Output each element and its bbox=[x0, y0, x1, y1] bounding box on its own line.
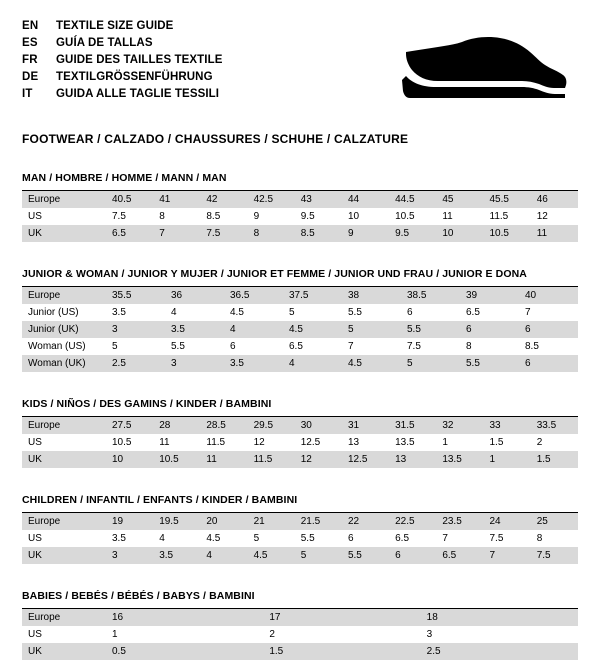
size-cell: 13.5 bbox=[395, 437, 415, 448]
size-cell: 7.5 bbox=[531, 547, 578, 564]
size-cell: 6 bbox=[519, 355, 578, 372]
size-group-title: BABIES / BEBÉS / BÉBÉS / BABYS / BAMBINI bbox=[22, 590, 578, 609]
size-cell: 3.5 bbox=[112, 307, 126, 318]
table-row bbox=[22, 191, 578, 208]
table-row bbox=[22, 643, 578, 660]
size-cell: 21.5 bbox=[295, 513, 342, 530]
size-cell: 19.5 bbox=[153, 513, 200, 530]
size-cell: 38 bbox=[342, 287, 401, 304]
size-cell: 5 bbox=[253, 533, 260, 544]
language-row-fr bbox=[22, 52, 223, 69]
size-cell: 9.5 bbox=[300, 211, 315, 222]
size-cell: 36.5 bbox=[224, 287, 283, 304]
row-label: US bbox=[28, 437, 42, 448]
size-table bbox=[22, 513, 578, 564]
row-label: UK bbox=[22, 643, 106, 660]
size-cell: 4 bbox=[200, 547, 247, 564]
row-label: UK bbox=[22, 225, 106, 242]
size-cell: 7 bbox=[484, 547, 531, 564]
size-cell: 7 bbox=[525, 307, 531, 318]
size-cell: 44.5 bbox=[389, 191, 436, 208]
size-cell: 3.5 bbox=[153, 547, 200, 564]
size-cell: 4.5 bbox=[248, 547, 295, 564]
language-code-en: EN bbox=[22, 20, 39, 32]
row-label: Woman (US) bbox=[28, 341, 86, 352]
size-cell: 6.5 bbox=[395, 533, 410, 544]
size-cell: 24 bbox=[484, 513, 531, 530]
row-label: Junior (UK) bbox=[22, 321, 106, 338]
size-cell: 3.5 bbox=[165, 321, 224, 338]
size-cell: 31.5 bbox=[389, 417, 436, 434]
size-tables-container bbox=[22, 172, 578, 660]
size-cell: 7 bbox=[153, 225, 200, 242]
size-cell: 5.5 bbox=[401, 321, 460, 338]
table-row bbox=[22, 287, 578, 304]
table-row bbox=[22, 355, 578, 372]
size-cell: 13.5 bbox=[436, 451, 483, 468]
size-cell: 10 bbox=[436, 225, 483, 242]
size-cell: 3 bbox=[106, 547, 153, 564]
table-row bbox=[22, 451, 578, 468]
size-group-title: CHILDREN / INFANTIL / ENFANTS / KINDER / BAMBINI bbox=[22, 494, 578, 513]
size-cell: 10.5 bbox=[153, 451, 200, 468]
size-cell: 8 bbox=[536, 533, 543, 544]
language-code-de: DE bbox=[22, 71, 39, 83]
size-cell: 7.5 bbox=[112, 211, 126, 222]
size-cell: 2.5 bbox=[106, 355, 165, 372]
size-cell: 12.5 bbox=[342, 451, 389, 468]
size-cell: 6 bbox=[230, 341, 236, 352]
size-group-title: JUNIOR & WOMAN / JUNIOR Y MUJER / JUNIOR ET FEMME / JUNIOR UND FRAU / JUNIOR E DONA bbox=[22, 268, 578, 287]
size-cell: 8 bbox=[248, 225, 295, 242]
size-cell: 12.5 bbox=[300, 437, 321, 448]
size-cell: 11 bbox=[159, 437, 170, 448]
size-cell: 40.5 bbox=[106, 191, 153, 208]
row-label: UK bbox=[22, 451, 106, 468]
size-cell: 12 bbox=[295, 451, 342, 468]
size-cell: 4 bbox=[283, 355, 342, 372]
table-row bbox=[22, 321, 578, 338]
size-cell: 41 bbox=[153, 191, 200, 208]
size-cell: 4 bbox=[159, 533, 165, 544]
size-cell: 11.5 bbox=[206, 437, 226, 448]
size-cell: 27.5 bbox=[106, 417, 153, 434]
size-cell: 21 bbox=[248, 513, 295, 530]
row-label: US bbox=[28, 533, 42, 544]
size-cell: 5.5 bbox=[300, 533, 315, 544]
table-row bbox=[22, 626, 578, 643]
size-cell: 31 bbox=[342, 417, 389, 434]
size-cell: 33.5 bbox=[531, 417, 578, 434]
row-label: Europe bbox=[22, 191, 106, 208]
size-cell: 4 bbox=[171, 307, 177, 318]
size-cell: 5.5 bbox=[460, 355, 519, 372]
size-cell: 3 bbox=[165, 355, 224, 372]
size-cell: 7.5 bbox=[489, 533, 504, 544]
size-cell: 20 bbox=[200, 513, 247, 530]
size-cell: 9.5 bbox=[389, 225, 436, 242]
size-cell: 5.5 bbox=[171, 341, 185, 352]
size-cell: 11.5 bbox=[489, 211, 509, 222]
size-cell: 8.5 bbox=[295, 225, 342, 242]
table-row bbox=[22, 609, 578, 626]
size-cell: 8.5 bbox=[525, 341, 539, 352]
row-label: Europe bbox=[22, 417, 106, 434]
language-text-it: GUIDA ALLE TAGLIE TESSILI bbox=[56, 88, 220, 100]
table-row bbox=[22, 434, 578, 451]
size-table bbox=[22, 287, 578, 372]
size-cell: 9 bbox=[253, 211, 260, 222]
size-cell: 10 bbox=[106, 451, 153, 468]
size-cell: 39 bbox=[460, 287, 519, 304]
size-cell: 4.5 bbox=[342, 355, 401, 372]
size-cell: 6.5 bbox=[106, 225, 153, 242]
size-cell: 3.5 bbox=[112, 533, 126, 544]
size-cell: 4.5 bbox=[206, 533, 221, 544]
size-cell: 2.5 bbox=[421, 643, 578, 660]
size-cell: 13 bbox=[389, 451, 436, 468]
size-cell: 7 bbox=[442, 533, 448, 544]
language-row-es bbox=[22, 35, 223, 52]
size-cell: 6.5 bbox=[436, 547, 483, 564]
language-code-it: IT bbox=[22, 88, 33, 100]
size-cell: 3 bbox=[106, 321, 165, 338]
size-cell: 6.5 bbox=[289, 341, 303, 352]
language-text-es: GUÍA DE TALLAS bbox=[56, 37, 153, 49]
page-header bbox=[22, 18, 578, 116]
size-cell: 3.5 bbox=[224, 355, 283, 372]
dress-shoe-icon bbox=[378, 28, 568, 116]
size-table bbox=[22, 417, 578, 468]
size-cell: 5.5 bbox=[348, 307, 362, 318]
size-cell: 7 bbox=[348, 341, 354, 352]
size-group bbox=[22, 398, 578, 468]
size-cell: 9 bbox=[342, 225, 389, 242]
size-cell: 10.5 bbox=[112, 437, 132, 448]
row-label: Europe bbox=[22, 609, 106, 626]
size-table bbox=[22, 191, 578, 242]
size-group bbox=[22, 590, 578, 660]
size-cell: 2 bbox=[536, 437, 543, 448]
size-cell: 40 bbox=[519, 287, 578, 304]
size-cell: 44 bbox=[342, 191, 389, 208]
size-cell: 18 bbox=[421, 609, 578, 626]
size-cell: 6.5 bbox=[466, 307, 480, 318]
table-row bbox=[22, 208, 578, 225]
size-cell: 5 bbox=[401, 355, 460, 372]
size-table bbox=[22, 609, 578, 660]
size-cell: 8.5 bbox=[206, 211, 221, 222]
size-cell: 4.5 bbox=[283, 321, 342, 338]
size-cell: 1 bbox=[442, 437, 448, 448]
size-cell: 5 bbox=[342, 321, 401, 338]
size-cell: 10 bbox=[347, 211, 360, 222]
size-cell: 5 bbox=[112, 341, 118, 352]
size-cell: 6 bbox=[347, 533, 354, 544]
table-row bbox=[22, 304, 578, 321]
table-row bbox=[22, 338, 578, 355]
language-row-de bbox=[22, 69, 223, 86]
size-cell: 35.5 bbox=[106, 287, 165, 304]
size-cell: 45 bbox=[436, 191, 483, 208]
size-cell: 7.5 bbox=[200, 225, 247, 242]
size-cell: 6 bbox=[407, 307, 413, 318]
size-cell: 33 bbox=[484, 417, 531, 434]
size-cell: 42 bbox=[200, 191, 247, 208]
size-cell: 36 bbox=[165, 287, 224, 304]
size-cell: 1.5 bbox=[531, 451, 578, 468]
row-label: Woman (UK) bbox=[22, 355, 106, 372]
size-cell: 8 bbox=[466, 341, 472, 352]
table-row bbox=[22, 417, 578, 434]
size-cell: 1 bbox=[112, 629, 118, 640]
size-cell: 6 bbox=[460, 321, 519, 338]
size-cell: 0.5 bbox=[106, 643, 263, 660]
row-label: US bbox=[28, 211, 42, 222]
size-cell: 12 bbox=[536, 211, 548, 222]
size-cell: 28 bbox=[153, 417, 200, 434]
size-cell: 37.5 bbox=[283, 287, 342, 304]
size-cell: 22.5 bbox=[389, 513, 436, 530]
size-cell: 22 bbox=[342, 513, 389, 530]
size-cell: 1 bbox=[484, 451, 531, 468]
language-title-list bbox=[22, 18, 223, 103]
size-group-title: MAN / HOMBRE / HOMME / MANN / MAN bbox=[22, 172, 578, 191]
language-row-en bbox=[22, 18, 223, 35]
size-cell: 19 bbox=[106, 513, 153, 530]
size-cell: 5 bbox=[295, 547, 342, 564]
size-cell: 1.5 bbox=[263, 643, 420, 660]
table-row bbox=[22, 547, 578, 564]
size-cell: 13 bbox=[347, 437, 360, 448]
row-label: US bbox=[28, 629, 42, 640]
size-cell: 17 bbox=[263, 609, 420, 626]
size-cell: 8 bbox=[159, 211, 165, 222]
language-code-es: ES bbox=[22, 37, 38, 49]
language-code-fr: FR bbox=[22, 54, 38, 66]
size-cell: 29.5 bbox=[248, 417, 295, 434]
size-cell: 43 bbox=[295, 191, 342, 208]
row-label: Europe bbox=[22, 287, 106, 304]
size-cell: 4 bbox=[224, 321, 283, 338]
language-text-de: TEXTILGRÖSSENFÜHRUNG bbox=[56, 71, 213, 83]
size-cell: 6 bbox=[389, 547, 436, 564]
size-cell: 16 bbox=[106, 609, 263, 626]
language-text-en: TEXTILE SIZE GUIDE bbox=[56, 20, 174, 32]
size-cell: 10.5 bbox=[484, 225, 531, 242]
size-group bbox=[22, 268, 578, 372]
size-cell: 28.5 bbox=[200, 417, 247, 434]
size-cell: 38.5 bbox=[401, 287, 460, 304]
size-cell: 11 bbox=[531, 225, 578, 242]
size-cell: 2 bbox=[269, 629, 275, 640]
language-text-fr: GUIDE DES TAILLES TEXTILE bbox=[56, 54, 223, 66]
table-row bbox=[22, 513, 578, 530]
size-cell: 42.5 bbox=[248, 191, 295, 208]
size-cell: 7.5 bbox=[407, 341, 421, 352]
size-cell: 45.5 bbox=[484, 191, 531, 208]
size-cell: 5.5 bbox=[342, 547, 389, 564]
size-cell: 10.5 bbox=[395, 211, 415, 222]
size-group-title: KIDS / NIÑOS / DES GAMINS / KINDER / BAMBINI bbox=[22, 398, 578, 417]
size-cell: 46 bbox=[531, 191, 578, 208]
size-cell: 32 bbox=[436, 417, 483, 434]
size-cell: 23.5 bbox=[436, 513, 483, 530]
row-label: Junior (US) bbox=[28, 307, 79, 318]
size-cell: 3 bbox=[426, 629, 433, 640]
size-cell: 11.5 bbox=[248, 451, 295, 468]
size-cell: 11 bbox=[200, 451, 247, 468]
row-label: UK bbox=[22, 547, 106, 564]
size-cell: 12 bbox=[253, 437, 265, 448]
size-cell: 4.5 bbox=[230, 307, 244, 318]
size-group bbox=[22, 172, 578, 242]
language-row-it bbox=[22, 86, 223, 103]
size-cell: 25 bbox=[531, 513, 578, 530]
table-row bbox=[22, 225, 578, 242]
size-cell: 6 bbox=[519, 321, 578, 338]
size-cell: 5 bbox=[289, 307, 295, 318]
size-group bbox=[22, 494, 578, 564]
footwear-section-title: FOOTWEAR / CALZADO / CHAUSSURES / SCHUHE / CALZATURE bbox=[22, 132, 409, 146]
size-cell: 30 bbox=[295, 417, 342, 434]
size-cell: 1.5 bbox=[489, 437, 504, 448]
table-row bbox=[22, 530, 578, 547]
size-cell: 11 bbox=[442, 211, 453, 222]
row-label: Europe bbox=[22, 513, 106, 530]
